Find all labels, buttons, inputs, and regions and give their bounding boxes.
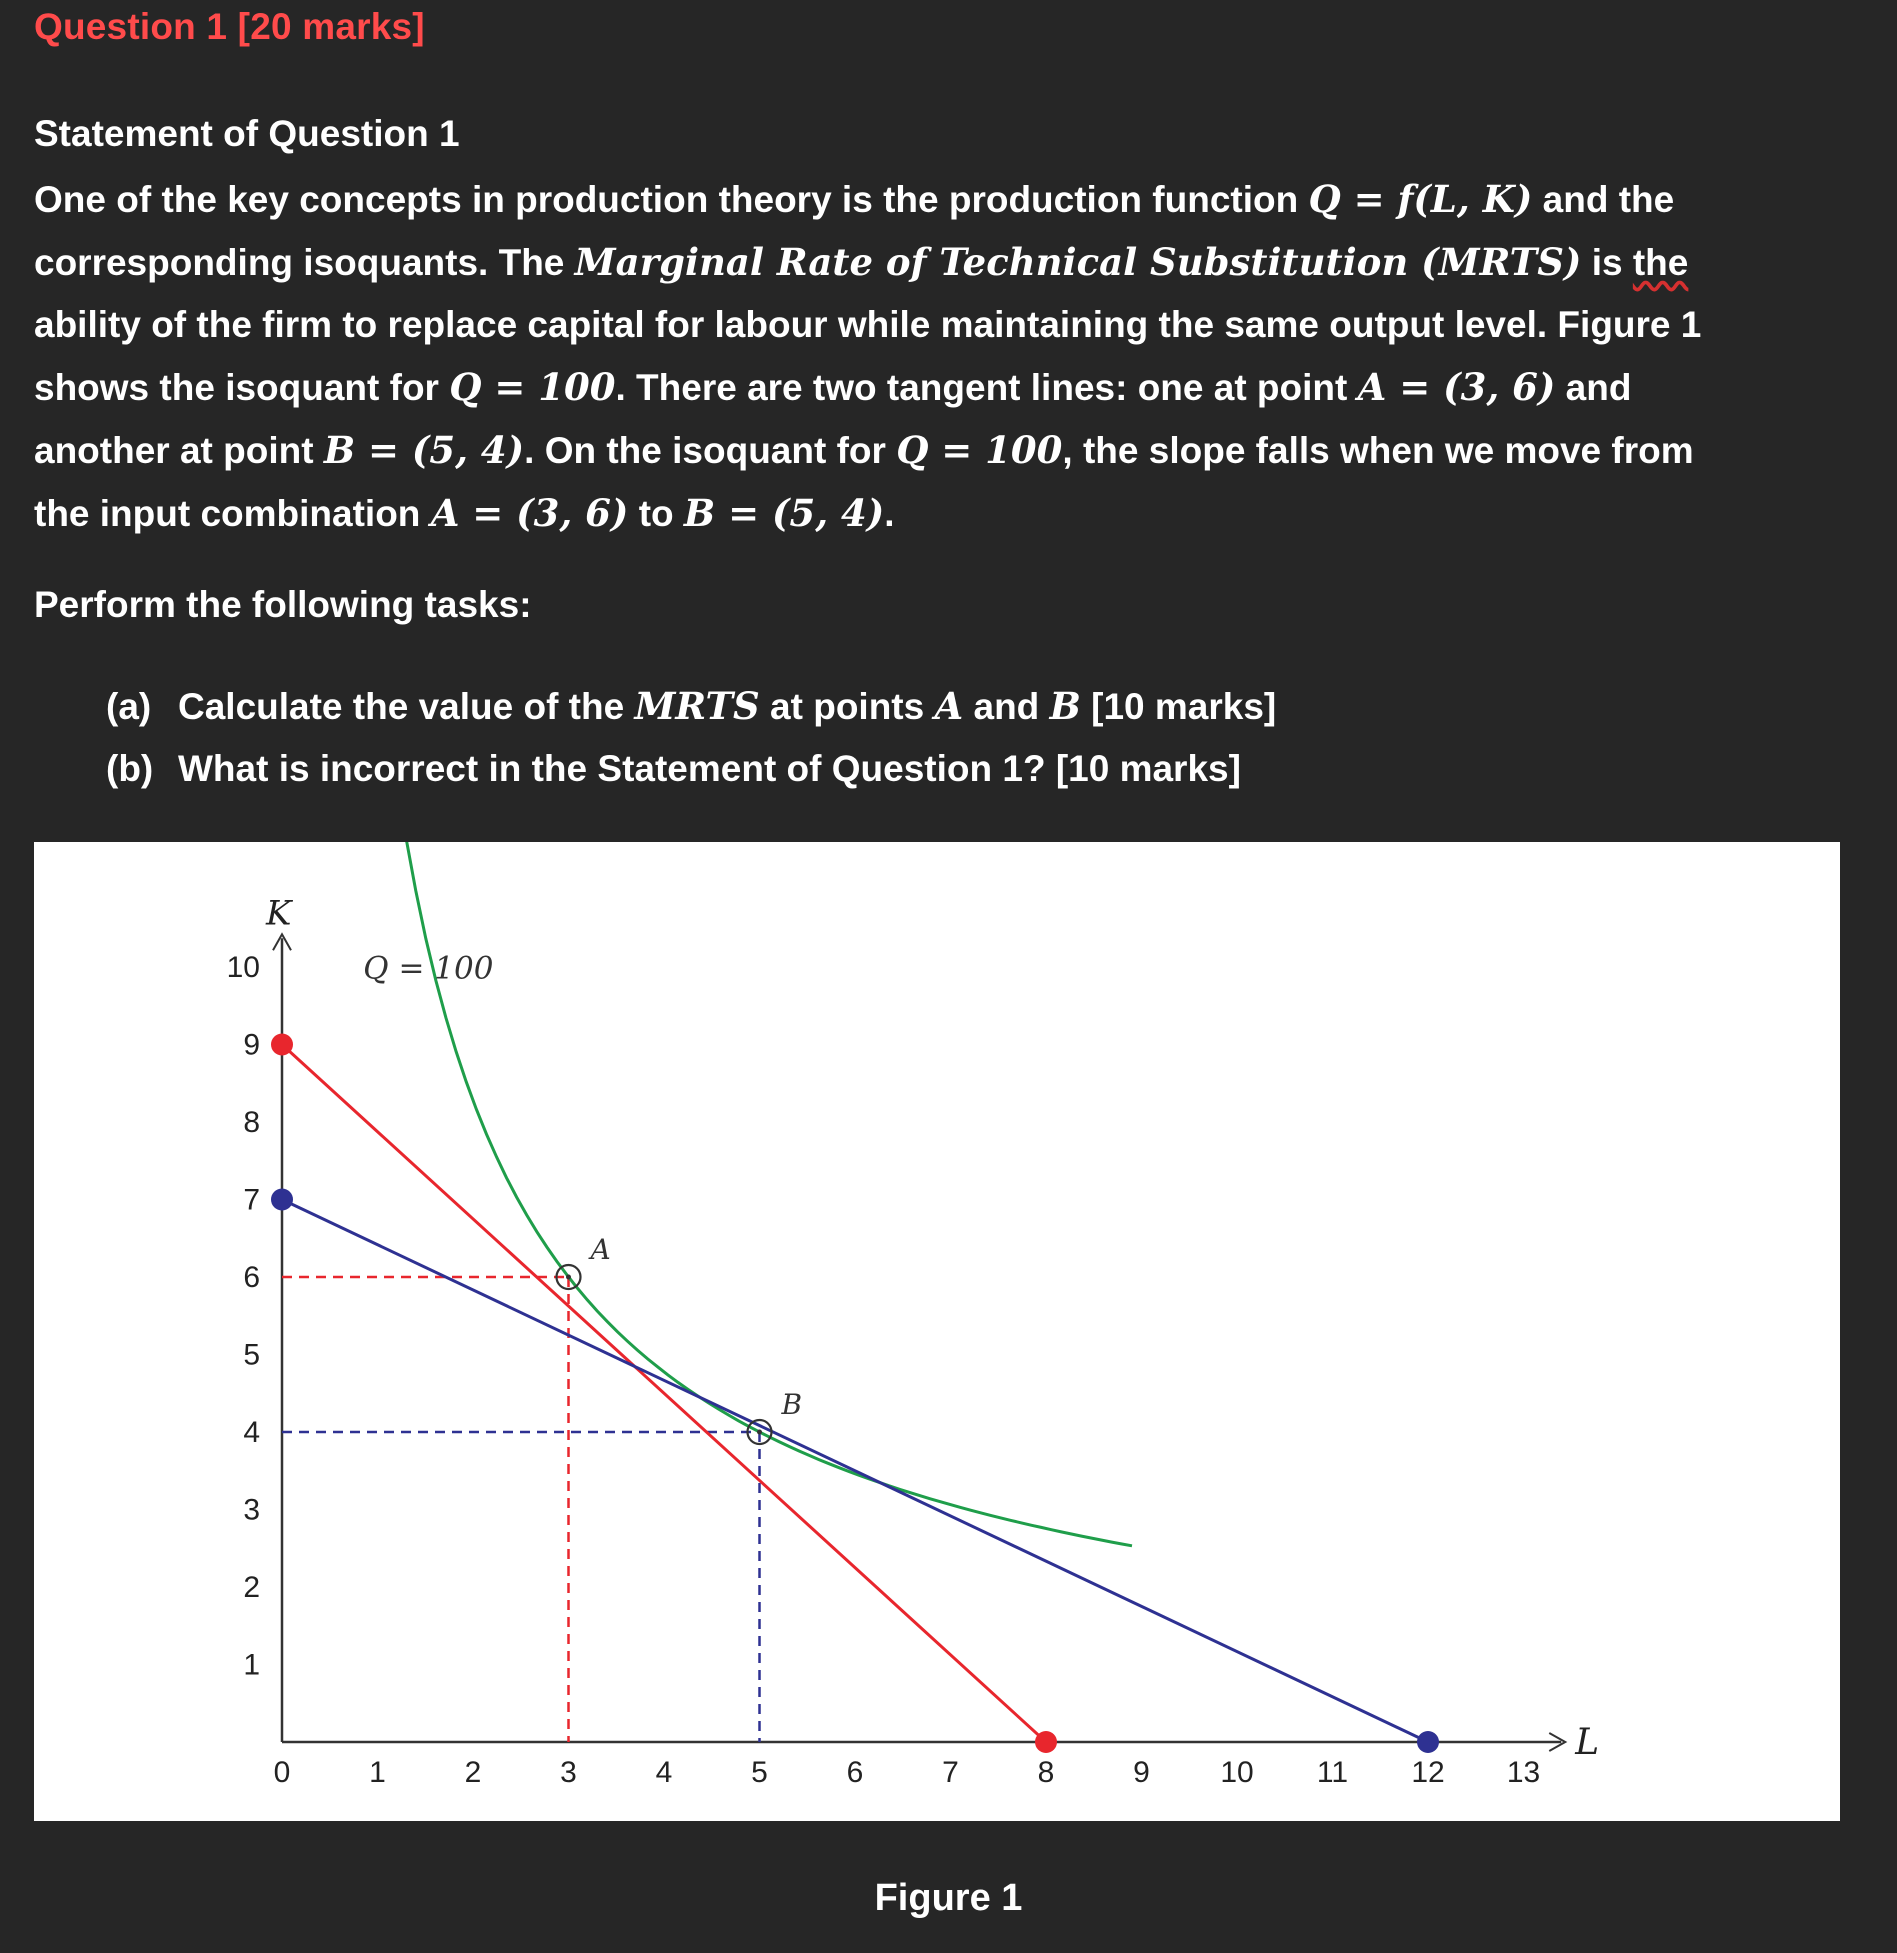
tangent-line-a xyxy=(282,1045,1046,1743)
math-point-a: A = (3, 6) xyxy=(1357,365,1556,409)
statement-line-3: ability of the firm to replace capital for labour while maintaining the same output level. Figure 1 xyxy=(34,304,1702,345)
math-mrts: MRTS xyxy=(634,684,760,728)
statement-line-4 xyxy=(34,356,1864,419)
statement-line-6 xyxy=(34,482,1864,545)
intercept-marker xyxy=(271,1189,293,1211)
figure-1-chart xyxy=(34,842,1840,1821)
x-tick-label: 2 xyxy=(464,1756,482,1789)
math-point-a: A = (3, 6) xyxy=(430,491,629,535)
tangent-line-b xyxy=(282,1200,1428,1743)
task-text: [10 marks] xyxy=(1080,686,1277,727)
task-text: and xyxy=(963,686,1050,727)
y-tick-label: 5 xyxy=(243,1338,260,1372)
x-axis-label: L xyxy=(1575,1722,1600,1763)
task-text: What is incorrect in the Statement of Question 1? [10 marks] xyxy=(178,748,1241,789)
spellcheck-underlined-word: the xyxy=(1632,242,1689,283)
y-tick-label: 8 xyxy=(243,1106,260,1139)
statement-text: and the xyxy=(1532,179,1675,220)
statement-text: . xyxy=(884,493,895,534)
intercept-marker xyxy=(1035,1731,1057,1753)
statement-text: another at point xyxy=(34,430,324,471)
statement-text: the input combination xyxy=(34,493,431,534)
x-tick-label: 7 xyxy=(942,1756,959,1789)
isoquant-label: Q = 100 xyxy=(363,950,494,987)
y-tick-label: 7 xyxy=(243,1183,260,1217)
statement-text: , the slope falls when we move from xyxy=(1062,430,1694,471)
math-q-100: Q = 100 xyxy=(896,428,1063,472)
x-tick-label: 0 xyxy=(273,1756,291,1789)
statement-text: is xyxy=(1581,242,1633,283)
statement-line-1 xyxy=(34,168,1864,231)
math-production-function: Q = f(L, K) xyxy=(1308,177,1533,221)
point-a-dot xyxy=(566,1275,571,1280)
y-tick-label: 10 xyxy=(226,951,260,984)
point-b-label: B xyxy=(781,1388,803,1421)
x-tick-label: 4 xyxy=(655,1756,673,1789)
statement-paragraph xyxy=(34,168,1864,545)
y-tick-label: 4 xyxy=(243,1416,260,1449)
question-title: Question 1 [20 marks] xyxy=(34,6,425,47)
y-tick-label: 6 xyxy=(243,1261,260,1294)
x-tick-label: 12 xyxy=(1411,1756,1445,1789)
statement-text: . On the isoquant for xyxy=(524,430,897,471)
statement-text: corresponding isoquants. The xyxy=(34,242,575,283)
statement-line-2 xyxy=(34,231,1864,294)
y-tick-label: 9 xyxy=(243,1028,260,1062)
statement-text: One of the key concepts in production theory is the production function xyxy=(34,179,1309,220)
statement-text: and xyxy=(1555,367,1632,408)
figure-caption: Figure 1 xyxy=(874,1877,1023,1919)
x-tick-label: 13 xyxy=(1506,1756,1541,1789)
statement-line-5 xyxy=(34,419,1864,482)
task-a xyxy=(106,684,1276,728)
x-tick-label: 3 xyxy=(560,1756,577,1789)
x-tick-label: 11 xyxy=(1316,1756,1349,1789)
y-axis-label: K xyxy=(266,893,292,934)
task-b-label: (b) xyxy=(106,748,154,789)
isoquant-chart-svg xyxy=(34,842,1840,1821)
intercept-marker xyxy=(1417,1731,1439,1753)
math-point-b: B = (5, 4) xyxy=(683,491,885,535)
task-a-label: (a) xyxy=(106,686,152,727)
math-a: A xyxy=(934,684,964,728)
task-text: Calculate the value of the xyxy=(178,686,635,727)
point-a-label: A xyxy=(590,1233,611,1266)
x-tick-label: 5 xyxy=(751,1756,768,1789)
math-b: B xyxy=(1049,684,1081,728)
statement-text: to xyxy=(628,493,684,534)
statement-text: . There are two tangent lines: one at point xyxy=(615,367,1358,408)
x-tick-label: 1 xyxy=(369,1756,386,1789)
statement-heading: Statement of Question 1 xyxy=(34,113,460,154)
math-mrts-term: Marginal Rate of Technical Substitution (MRTS) xyxy=(574,240,1582,284)
y-tick-label: 2 xyxy=(243,1571,260,1604)
intercept-marker xyxy=(271,1034,293,1056)
tasks-heading: Perform the following tasks: xyxy=(34,584,532,625)
x-tick-label: 8 xyxy=(1037,1756,1055,1789)
y-tick-label: 3 xyxy=(243,1493,260,1527)
x-tick-label: 6 xyxy=(846,1756,864,1789)
statement-text: shows the isoquant for xyxy=(34,367,450,408)
x-tick-label: 10 xyxy=(1220,1756,1254,1789)
math-q-100: Q = 100 xyxy=(449,365,616,409)
x-tick-label: 9 xyxy=(1133,1756,1150,1789)
task-text: at points xyxy=(759,686,935,727)
y-tick-label: 1 xyxy=(243,1648,260,1682)
task-b xyxy=(106,748,1241,790)
math-point-b: B = (5, 4) xyxy=(323,428,525,472)
point-b-dot xyxy=(757,1430,762,1435)
